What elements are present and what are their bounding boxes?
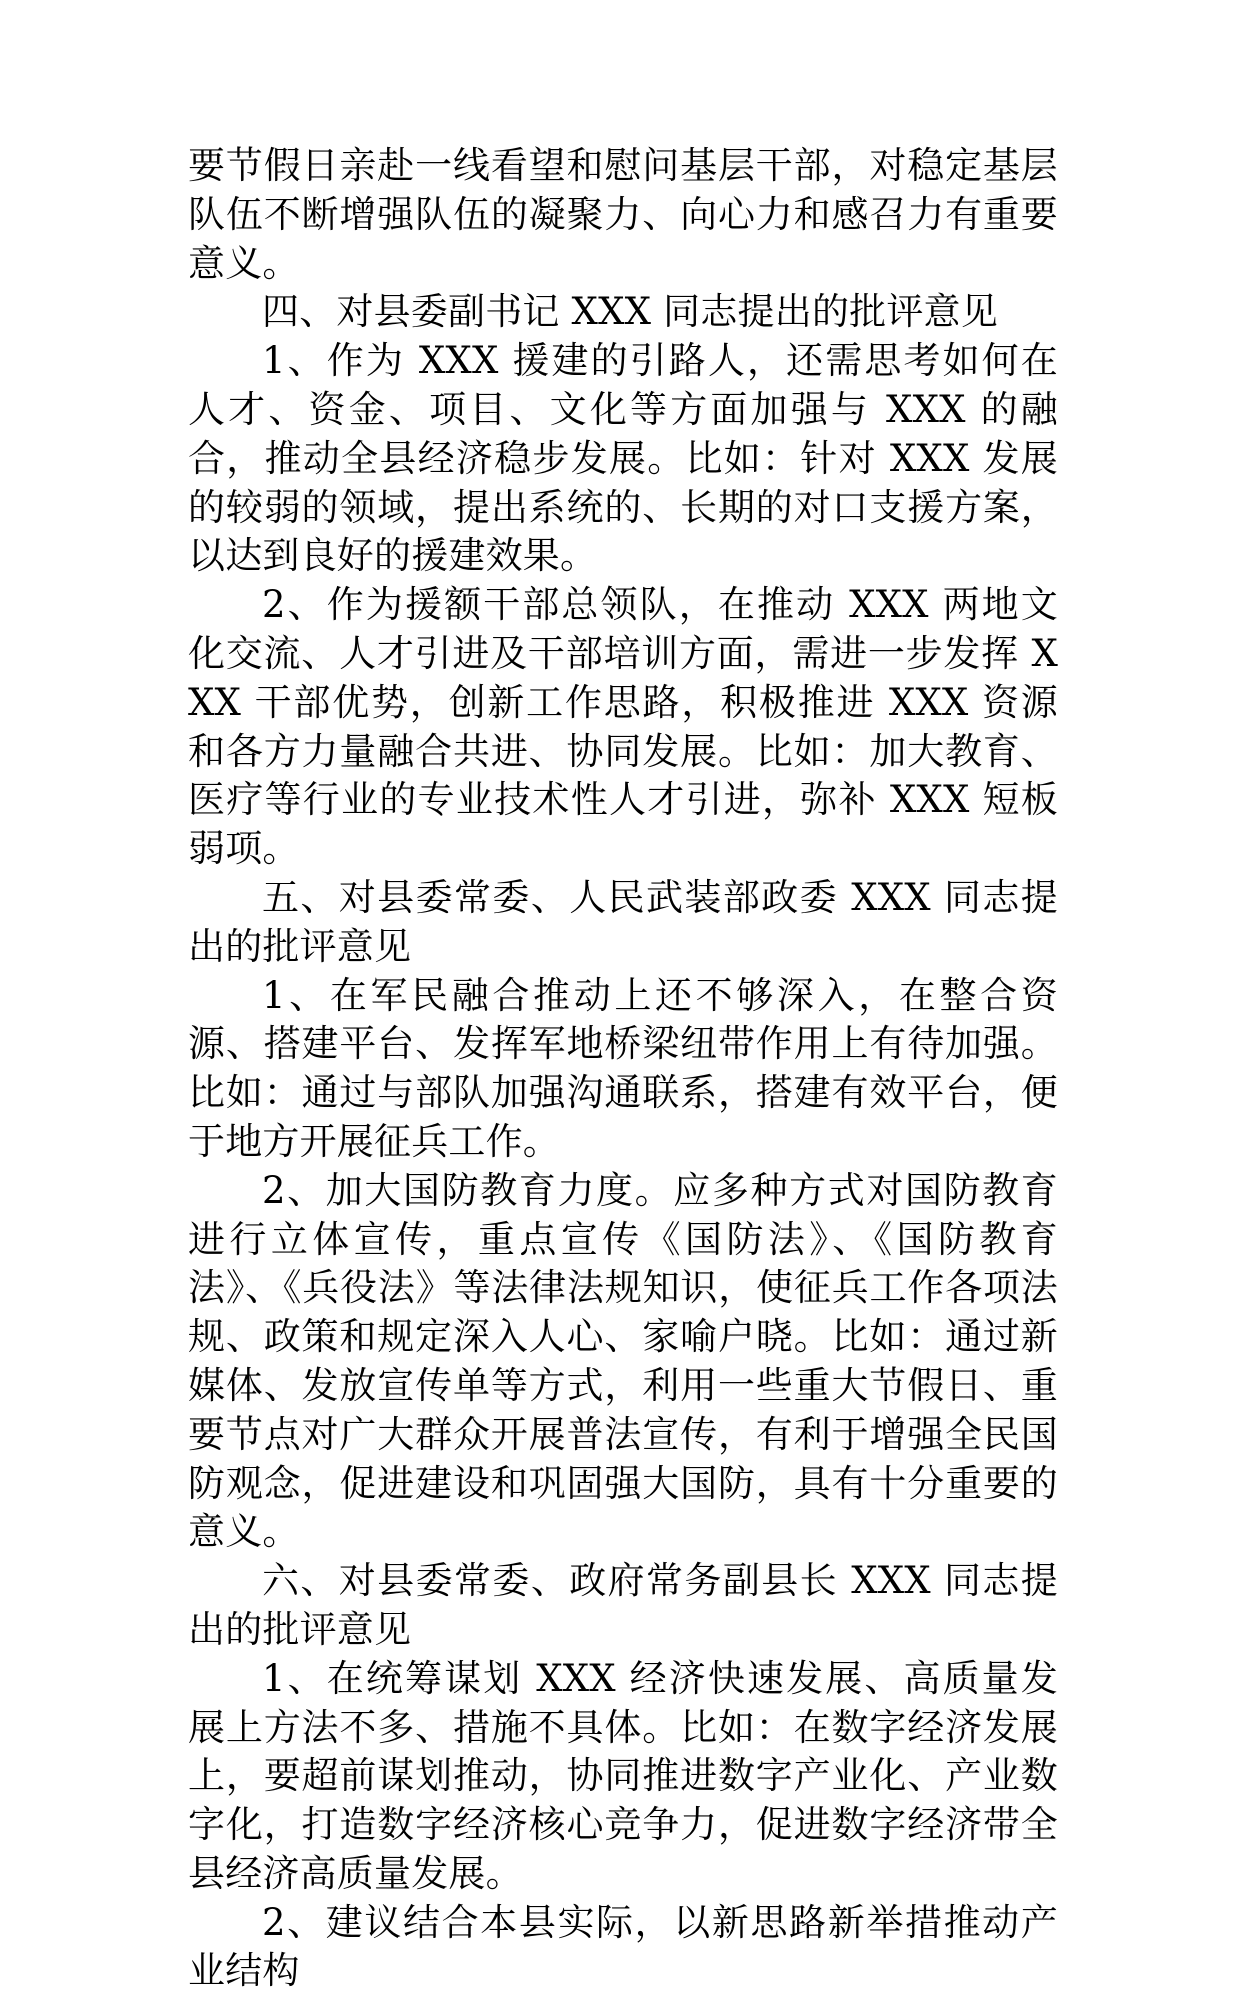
paragraph-4-1: 1、作为 XXX 援建的引路人，还需思考如何在人才、资金、项目、文化等方面加强与 XXX 的融合，推动全县经济稳步发展。比如：针对 XXX 发展的较弱的领域，提出系统的、长期的对口支援方案，以达到良好的援建效果。 [188,339,1058,578]
paragraph-6-2: 2、建议结合本县实际，以新思路新举措推动产业结构 [188,1900,1058,1993]
paragraph-continuation: 要节假日亲赴一线看望和慰问基层干部，对稳定基层队伍不断增强队伍的凝聚力、向心力和感召力有重要意义。 [188,144,1058,285]
document-page [188,142,1058,1996]
paragraph-5-1: 1、在军民融合推动上还不够深入，在整合资源、搭建平台、发挥军地桥梁纽带作用上有待加强。比如：通过与部队加强沟通联系，搭建有效平台，便于地方开展征兵工作。 [188,973,1058,1163]
paragraph-4-2: 2、作为援额干部总领队，在推动 XXX 两地文化交流、人才引进及干部培训方面，需进一步发挥 XXX 干部优势，创新工作思路，积极推进 XXX 资源和各方力量融合共进、协同发展。比如：加大教育、医疗等行业的专业技术性人才引进，弥补 XXX 短板弱项。 [188,583,1058,871]
paragraph-5-2: 2、加大国防教育力度。应多种方式对国防教育进行立体宣传，重点宣传《国防法》、《国防教育法》、《兵役法》等法律法规知识，使征兵工作各项法规、政策和规定深入人心、家喻户晓。比如：通过新媒体、发放宣传单等方式，利用一些重大节假日、重要节点对广大群众开展普法宣传，有利于增强全民国防观念，促进建设和巩固强大国防，具有十分重要的意义。 [188,1168,1058,1554]
section-heading-5: 五、对县委常委、人民武装部政委 XXX 同志提出的批评意见 [188,875,1058,968]
section-heading-6: 六、对县委常委、政府常务副县长 XXX 同志提出的批评意见 [188,1559,1058,1651]
section-heading-4: 四、对县委副书记 XXX 同志提出的批评意见 [262,290,998,334]
paragraph-6-1: 1、在统筹谋划 XXX 经济快速发展、高质量发展上方法不多、措施不具体。比如：在数字经济发展上，要超前谋划推动，协同推进数字产业化、产业数字化，打造数字经济核心竞争力，促进数字经济带全县经济高质量发展。 [188,1656,1058,1895]
